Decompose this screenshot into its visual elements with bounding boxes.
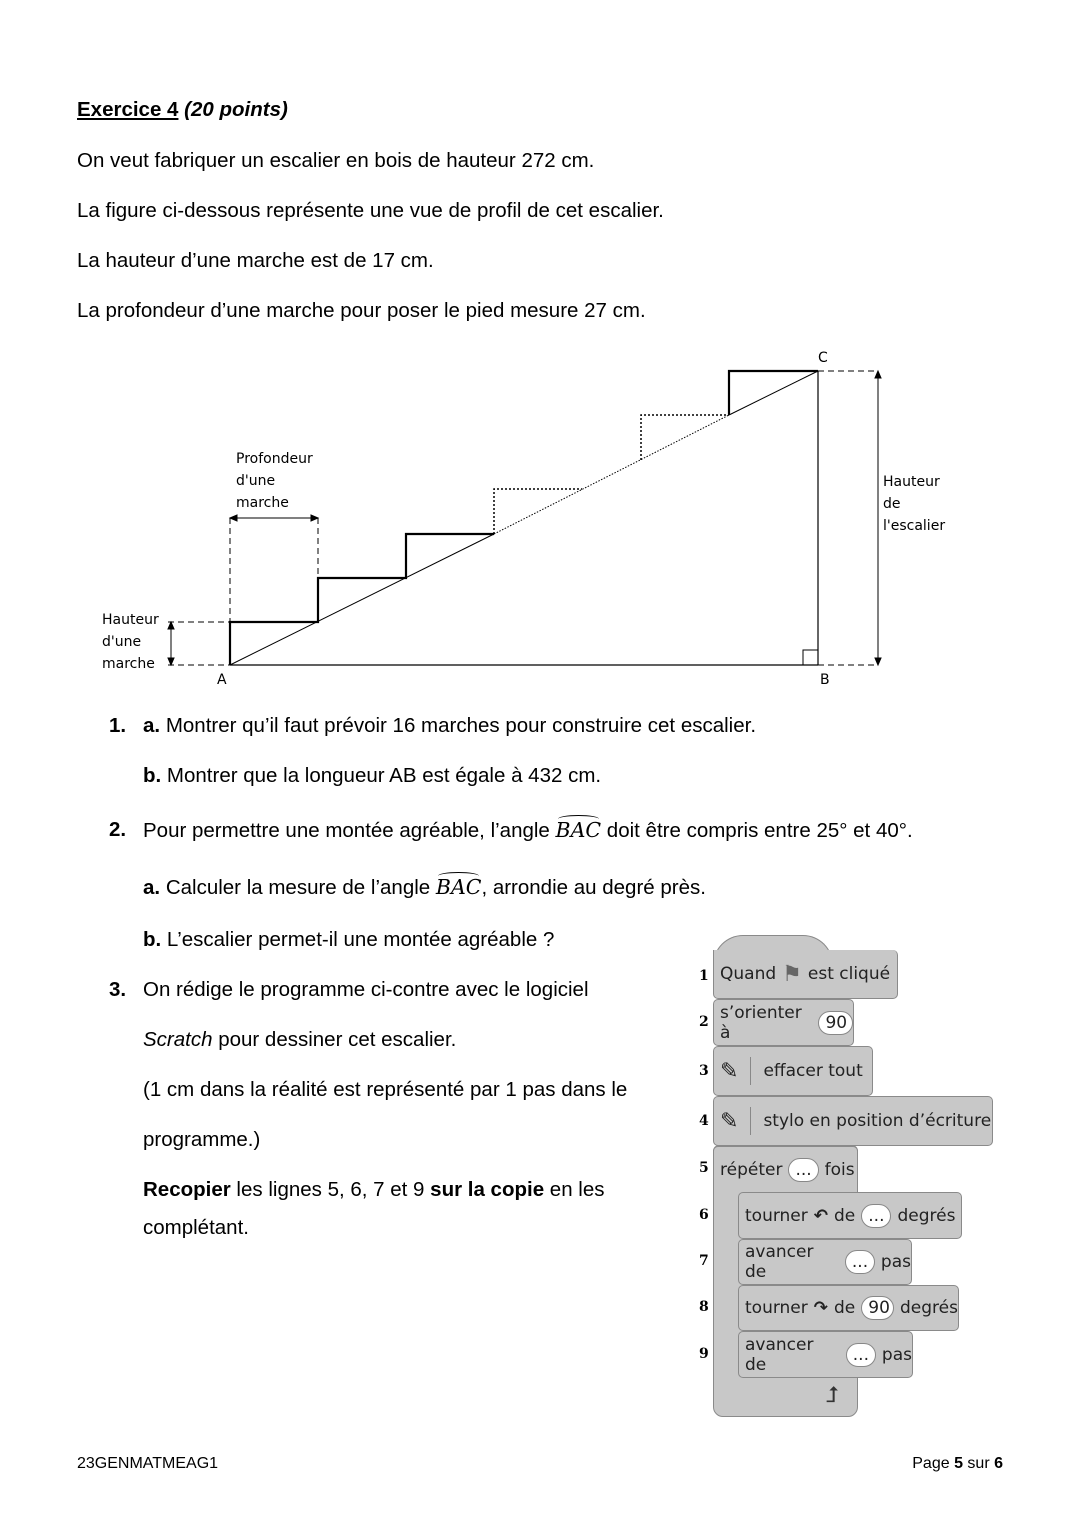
segment-ac-dotted [494,415,729,534]
block-text: fois [824,1159,855,1180]
block-text: Quand [720,964,777,984]
q1a-text: Montrer qu’il faut prévoir 16 marches pour construire cet escalier. [165,714,757,737]
block-text: pas [881,1344,912,1365]
label-line: d'une [102,634,142,650]
page-mid: sur [962,1455,995,1472]
footer-page [912,1455,1003,1473]
label-line: l'escalier [883,518,946,534]
page-number: 5 [954,1455,963,1472]
q1-number: 1. [109,714,127,737]
q2a-text: Calculer la mesure de l’angle [165,876,436,899]
block-point-direction [713,999,854,1046]
q3-line4: programme.) [143,1128,261,1151]
q2 [143,818,913,843]
q2a-text-end: , arrondie au degré près. [481,876,706,899]
line-number: 7 [699,1253,709,1269]
label-line: marche [102,656,155,672]
exercise-points: (20 points) [184,98,288,121]
q3-bold: Recopier [143,1178,231,1201]
q2-number: 2. [109,818,127,841]
page-total: 6 [994,1455,1003,1472]
intro-2: La figure ci-dessous représente une vue de profil de cet escalier. [77,199,664,222]
q3-number: 3. [109,978,127,1001]
line-number: 5 [699,1160,709,1176]
q3-line6: complétant. [143,1216,249,1239]
q3-end: en les [544,1178,605,1201]
block-text: avancer de [745,1242,814,1282]
right-angle-mark [803,650,818,665]
q2b [143,928,554,952]
footer-code: 23GENMATMEAG1 [77,1455,219,1472]
q3-line1: On rédige le programme ci-contre avec le logiciel [143,978,589,1001]
q1b-label: b. [143,764,162,787]
q2-text-end: doit être compris entre 25° et 40°. [601,819,913,842]
q1a-label: a. [143,714,161,737]
segment-ac-top [729,371,818,415]
block-text: degrés [900,1298,958,1318]
steps-input[interactable]: ... [846,1343,876,1367]
label-b: B [820,672,830,688]
segment-ac-solid [230,534,494,665]
block-clear [713,1046,873,1096]
label-a: A [217,672,227,688]
label-line: Hauteur [883,474,940,490]
block-text: effacer tout [763,1061,863,1081]
label-line: Hauteur [102,612,159,628]
label-line: d'une [236,473,276,489]
q2a-label: a. [143,876,161,899]
q1a [143,714,756,738]
block-text: avancer de [745,1334,814,1375]
label-line: marche [236,495,289,511]
block-text: tourner [745,1205,808,1226]
q3-mid: les lignes 5, 6, 7 et 9 [230,1178,431,1201]
line-number: 1 [699,968,709,984]
rotate-left-icon: ↶ [813,1205,829,1226]
loop-arrow-icon: ⮥ [826,1382,839,1407]
line-number: 2 [699,1014,709,1030]
block-text: s’orienter à [720,1002,802,1043]
block-text: répéter [720,1159,783,1180]
pen-icon: ✎ [720,1108,739,1134]
line-number: 9 [699,1346,709,1362]
block-text: est cliqué [807,964,891,984]
block-text: degrés [897,1205,956,1226]
steps-input[interactable]: ... [845,1250,875,1274]
page-prefix: Page [912,1455,955,1472]
q3-line3: (1 cm dans la réalité est représenté par 1 pas dans le [143,1078,628,1101]
intro-1: On veut fabriquer un escalier en bois de hauteur 272 cm. [77,149,595,172]
block-repeat [713,1146,858,1192]
q2b-text: L’escalier permet-il une montée agréable ? [166,928,555,951]
staircase-figure [0,0,1080,700]
label-c: C [818,350,828,366]
angle-bac: BAC [555,818,602,842]
block-text: pas [880,1252,911,1272]
block-text: tourner [745,1298,808,1318]
label-line: de [883,496,901,512]
line-number: 6 [699,1207,709,1223]
exercise-title: Exercice 4 [77,98,179,121]
direction-input[interactable]: 90 [818,1011,853,1035]
block-move-2 [738,1331,913,1378]
block-pen-down [713,1096,993,1146]
intro-3: La hauteur d’une marche est de 17 cm. [77,249,434,272]
label-profondeur [236,448,313,514]
block-text: stylo en position d’écriture [763,1111,992,1131]
q3-bold: sur la copie [430,1178,545,1201]
turn-angle-input[interactable]: 90 [861,1296,894,1320]
block-turn-right [738,1285,959,1331]
q2a [143,875,706,900]
separator [750,1057,751,1085]
intro-4: La profondeur d’une marche pour poser le pied mesure 27 cm. [77,299,646,322]
line-number: 4 [699,1113,709,1129]
angle-bac: BAC [435,875,482,899]
q1b [143,764,601,788]
q1b-text: Montrer que la longueur AB est égale à 432 cm. [166,764,602,787]
q2-text: Pour permettre une montée agréable, l’angle [143,819,556,842]
line-number: 8 [699,1299,709,1315]
green-flag-icon: ⚑ [782,961,802,987]
q3-line2 [143,1028,456,1052]
label-hauteur-marche [102,609,159,675]
block-text: de [834,1298,856,1318]
q2b-label: b. [143,928,162,951]
line-number: 3 [699,1063,709,1079]
pen-icon: ✎ [720,1058,739,1084]
repeat-count-input[interactable]: ... [788,1158,818,1182]
label-hauteur-escalier [883,471,945,537]
q3-line5 [143,1178,605,1202]
turn-angle-input[interactable]: ... [861,1204,891,1228]
rotate-right-icon: ↷ [813,1298,829,1318]
block-turn-left [738,1192,962,1239]
separator [750,1107,751,1135]
block-move-1 [738,1239,912,1285]
block-when-flag-clicked [713,950,898,999]
scratch-word: Scratch [143,1028,213,1051]
q3-line2-text: pour dessiner cet escalier. [212,1028,457,1051]
block-text: de [834,1205,856,1226]
label-line: Profondeur [236,451,313,467]
